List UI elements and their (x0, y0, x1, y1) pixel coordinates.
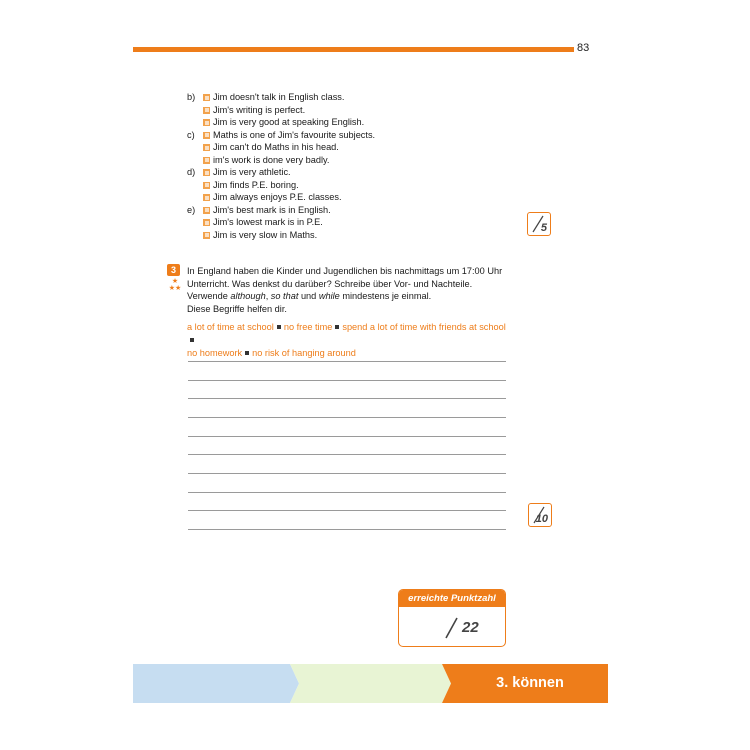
separator-square-icon (190, 338, 194, 342)
task3-max-points: 10 (535, 513, 548, 525)
task2-score-box[interactable] (527, 212, 551, 236)
keyword-while: while (318, 291, 340, 301)
header-rule (133, 47, 574, 52)
section-label: 3. können (496, 675, 564, 691)
choice-text: Jim is very athletic. (213, 167, 291, 177)
checkbox-icon[interactable] (203, 94, 210, 101)
instruction-line: Diese Begriffe helfen dir. (187, 303, 287, 314)
checkbox-icon[interactable] (203, 232, 210, 239)
instruction-text: mindestens je einmal. (339, 291, 432, 301)
instruction-line: Unterricht. Was denkst du darüber? Schreibe über Vor- und Nachteile. (187, 278, 473, 289)
choice-text: Jim's best mark is in English. (213, 204, 331, 215)
checkbox-icon[interactable] (203, 144, 210, 151)
page-number: 83 (577, 42, 590, 54)
instruction-line (187, 290, 507, 303)
choice-text: Jim finds P.E. boring. (213, 179, 299, 190)
writing-line[interactable] (188, 436, 506, 437)
instruction-line: In England haben die Kinder und Jugendlichen bis nachmittags um 17:00 Uhr (187, 266, 503, 276)
slash-icon (443, 617, 459, 639)
keyword-so-that: so that (270, 291, 299, 301)
group-letter: b) (187, 92, 196, 102)
writing-line[interactable] (188, 380, 506, 381)
choice-text: Jim is very slow in Maths. (213, 229, 318, 240)
phrase: no homework (187, 348, 243, 358)
checkbox-icon[interactable] (203, 169, 210, 176)
checkbox-icon[interactable] (203, 219, 210, 226)
writing-line[interactable] (188, 398, 506, 399)
checkbox-icon[interactable] (203, 119, 210, 126)
choice-text: Jim is very good at speaking English. (213, 117, 365, 127)
writing-line[interactable] (188, 473, 506, 474)
checkbox-icon[interactable] (203, 182, 210, 189)
difficulty-stars-icon: ★ ★★ (168, 278, 182, 292)
group-letter: c) (187, 129, 195, 140)
phrase: no free time (283, 322, 333, 332)
separator-square-icon (245, 351, 249, 355)
task2-max-points: 5 (540, 222, 547, 234)
choice-text: im's work is done very badly. (213, 154, 330, 165)
writing-line[interactable] (188, 454, 506, 455)
choice-text: Jim doesn't talk in English class. (213, 92, 345, 102)
instruction-text: und (298, 291, 319, 301)
checkbox-icon[interactable] (203, 157, 210, 164)
checkbox-icon[interactable] (203, 194, 210, 201)
task3-score-box[interactable] (528, 503, 552, 527)
checkbox-icon[interactable] (203, 107, 210, 114)
writing-line[interactable] (188, 417, 506, 418)
total-points-label: erreichte Punktzahl (399, 590, 505, 607)
task-number-badge: 3 (167, 264, 180, 276)
writing-line[interactable] (188, 510, 506, 511)
checkbox-icon[interactable] (203, 132, 210, 139)
choice-text: Jim's lowest mark is in P.E. (213, 217, 323, 227)
separator-square-icon (335, 325, 339, 329)
keyword-although: although (230, 291, 266, 301)
choice-text: Jim can't do Maths in his head. (213, 142, 339, 152)
writing-line[interactable] (188, 361, 506, 362)
task3-instructions (187, 265, 507, 315)
total-points-box[interactable] (398, 589, 506, 647)
separator-square-icon (277, 325, 281, 329)
group-letter: d) (187, 167, 196, 177)
instruction-text: , (265, 291, 271, 301)
choice-text: Maths is one of Jim's favourite subjects. (213, 129, 376, 140)
choice-text: Jim always enjoys P.E. classes. (213, 192, 342, 202)
group-letter: e) (187, 204, 196, 215)
choice-text: Jim's writing is perfect. (213, 104, 306, 115)
phrase: no risk of hanging around (252, 348, 356, 358)
phrase: spend a lot of time with friends at school (342, 322, 506, 332)
writing-line[interactable] (188, 529, 506, 530)
checkbox-icon[interactable] (203, 207, 210, 214)
phrase: a lot of time at school (187, 322, 274, 332)
writing-line[interactable] (188, 492, 506, 493)
helper-phrases (187, 321, 512, 360)
total-max-points: 22 (462, 619, 479, 636)
instruction-text: Verwende (187, 291, 231, 301)
